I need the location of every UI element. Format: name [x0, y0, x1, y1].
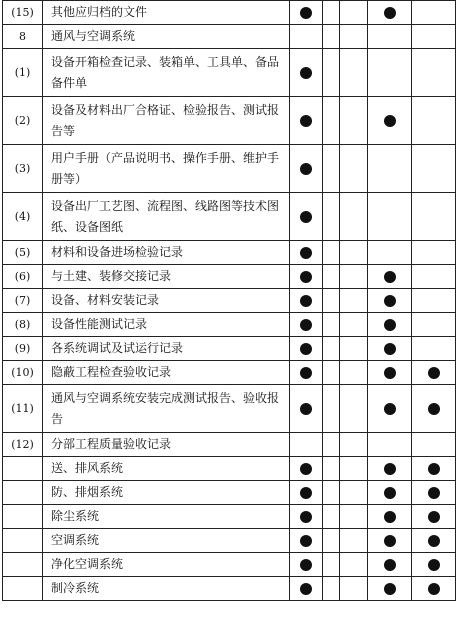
filled-dot-icon	[300, 583, 312, 595]
mark-cell-3	[340, 289, 368, 313]
mark-cell-1	[290, 265, 323, 289]
table-row	[3, 97, 456, 145]
mark-cell-2	[323, 25, 340, 49]
mark-cell-3	[340, 457, 368, 481]
mark-cell-1	[290, 457, 323, 481]
mark-cell-1	[290, 313, 323, 337]
mark-cell-5	[412, 481, 456, 505]
filled-dot-icon	[300, 67, 312, 79]
table-row	[3, 457, 456, 481]
mark-cell-2	[323, 1, 340, 25]
filled-dot-icon	[428, 367, 440, 379]
mark-cell-3	[340, 577, 368, 601]
mark-cell-5	[412, 529, 456, 553]
mark-cell-5	[412, 25, 456, 49]
table-row	[3, 313, 456, 337]
filled-dot-icon	[384, 295, 396, 307]
table-row	[3, 577, 456, 601]
mark-cell-4	[368, 457, 412, 481]
mark-cell-1	[290, 361, 323, 385]
filled-dot-icon	[428, 511, 440, 523]
mark-cell-5	[412, 385, 456, 433]
mark-cell-4	[368, 289, 412, 313]
mark-cell-1	[290, 481, 323, 505]
table-row	[3, 289, 456, 313]
filled-dot-icon	[300, 319, 312, 331]
filled-dot-icon	[384, 343, 396, 355]
filled-dot-icon	[300, 7, 312, 19]
table-row	[3, 25, 456, 49]
row-number	[3, 553, 43, 577]
mark-cell-5	[412, 289, 456, 313]
archive-table	[2, 0, 456, 601]
row-description: 制冷系统	[43, 577, 290, 601]
row-number	[3, 457, 43, 481]
mark-cell-5	[412, 577, 456, 601]
mark-cell-5	[412, 241, 456, 265]
filled-dot-icon	[300, 295, 312, 307]
mark-cell-2	[323, 97, 340, 145]
filled-dot-icon	[384, 511, 396, 523]
mark-cell-2	[323, 289, 340, 313]
row-description: 各系统调试及试运行记录	[43, 337, 290, 361]
mark-cell-4	[368, 361, 412, 385]
filled-dot-icon	[300, 403, 312, 415]
row-number	[3, 529, 43, 553]
mark-cell-4	[368, 145, 412, 193]
mark-cell-1	[290, 193, 323, 241]
mark-cell-1	[290, 385, 323, 433]
row-description: 设备出厂工艺图、流程图、线路图等技术图纸、设备图纸	[43, 193, 290, 241]
table-row	[3, 385, 456, 433]
mark-cell-4	[368, 433, 412, 457]
row-description: 送、排风系统	[43, 457, 290, 481]
table-row	[3, 145, 456, 193]
mark-cell-4	[368, 553, 412, 577]
row-number	[3, 481, 43, 505]
filled-dot-icon	[300, 511, 312, 523]
filled-dot-icon	[428, 487, 440, 499]
mark-cell-3	[340, 505, 368, 529]
mark-cell-5	[412, 97, 456, 145]
mark-cell-3	[340, 529, 368, 553]
filled-dot-icon	[300, 487, 312, 499]
mark-cell-3	[340, 97, 368, 145]
row-number: (6)	[3, 265, 43, 289]
mark-cell-1	[290, 1, 323, 25]
mark-cell-4	[368, 337, 412, 361]
filled-dot-icon	[300, 535, 312, 547]
filled-dot-icon	[428, 583, 440, 595]
mark-cell-2	[323, 553, 340, 577]
mark-cell-3	[340, 361, 368, 385]
mark-cell-2	[323, 313, 340, 337]
mark-cell-1	[290, 433, 323, 457]
row-description: 设备性能测试记录	[43, 313, 290, 337]
mark-cell-1	[290, 25, 323, 49]
mark-cell-3	[340, 337, 368, 361]
filled-dot-icon	[384, 535, 396, 547]
mark-cell-4	[368, 49, 412, 97]
filled-dot-icon	[384, 319, 396, 331]
row-description: 设备开箱检查记录、装箱单、工具单、备品备件单	[43, 49, 290, 97]
mark-cell-5	[412, 361, 456, 385]
mark-cell-2	[323, 433, 340, 457]
mark-cell-3	[340, 481, 368, 505]
mark-cell-5	[412, 265, 456, 289]
mark-cell-2	[323, 529, 340, 553]
mark-cell-2	[323, 577, 340, 601]
mark-cell-3	[340, 49, 368, 97]
filled-dot-icon	[384, 271, 396, 283]
filled-dot-icon	[384, 403, 396, 415]
table-row	[3, 553, 456, 577]
row-description: 通风与空调系统安装完成测试报告、验收报告	[43, 385, 290, 433]
mark-cell-3	[340, 433, 368, 457]
table-row	[3, 193, 456, 241]
table-row	[3, 1, 456, 25]
mark-cell-2	[323, 193, 340, 241]
table-row	[3, 241, 456, 265]
mark-cell-5	[412, 313, 456, 337]
mark-cell-2	[323, 481, 340, 505]
mark-cell-5	[412, 1, 456, 25]
mark-cell-5	[412, 145, 456, 193]
mark-cell-2	[323, 505, 340, 529]
mark-cell-3	[340, 1, 368, 25]
filled-dot-icon	[428, 535, 440, 547]
row-number: (2)	[3, 97, 43, 145]
mark-cell-3	[340, 265, 368, 289]
row-description: 空调系统	[43, 529, 290, 553]
mark-cell-1	[290, 577, 323, 601]
table-row	[3, 505, 456, 529]
mark-cell-5	[412, 505, 456, 529]
mark-cell-4	[368, 1, 412, 25]
row-number: (1)	[3, 49, 43, 97]
filled-dot-icon	[300, 115, 312, 127]
mark-cell-5	[412, 193, 456, 241]
mark-cell-2	[323, 145, 340, 193]
mark-cell-4	[368, 505, 412, 529]
row-number: (9)	[3, 337, 43, 361]
mark-cell-4	[368, 241, 412, 265]
mark-cell-4	[368, 481, 412, 505]
mark-cell-3	[340, 385, 368, 433]
row-description: 除尘系统	[43, 505, 290, 529]
row-description: 防、排烟系统	[43, 481, 290, 505]
filled-dot-icon	[384, 487, 396, 499]
mark-cell-1	[290, 145, 323, 193]
mark-cell-4	[368, 529, 412, 553]
filled-dot-icon	[384, 367, 396, 379]
mark-cell-4	[368, 193, 412, 241]
row-description: 设备、材料安装记录	[43, 289, 290, 313]
mark-cell-5	[412, 553, 456, 577]
mark-cell-3	[340, 145, 368, 193]
mark-cell-3	[340, 553, 368, 577]
filled-dot-icon	[300, 271, 312, 283]
row-number	[3, 505, 43, 529]
filled-dot-icon	[300, 463, 312, 475]
mark-cell-5	[412, 49, 456, 97]
mark-cell-2	[323, 49, 340, 97]
filled-dot-icon	[428, 559, 440, 571]
mark-cell-1	[290, 505, 323, 529]
mark-cell-1	[290, 553, 323, 577]
mark-cell-2	[323, 337, 340, 361]
filled-dot-icon	[384, 115, 396, 127]
mark-cell-1	[290, 241, 323, 265]
mark-cell-2	[323, 241, 340, 265]
mark-cell-3	[340, 241, 368, 265]
row-number: (8)	[3, 313, 43, 337]
row-number: (5)	[3, 241, 43, 265]
filled-dot-icon	[384, 463, 396, 475]
table-row	[3, 433, 456, 457]
mark-cell-5	[412, 433, 456, 457]
mark-cell-3	[340, 193, 368, 241]
filled-dot-icon	[300, 559, 312, 571]
mark-cell-2	[323, 457, 340, 481]
mark-cell-2	[323, 385, 340, 433]
row-description: 其他应归档的文件	[43, 1, 290, 25]
row-number: (11)	[3, 385, 43, 433]
table-row	[3, 481, 456, 505]
filled-dot-icon	[384, 583, 396, 595]
mark-cell-3	[340, 313, 368, 337]
mark-cell-1	[290, 289, 323, 313]
mark-cell-4	[368, 97, 412, 145]
table-body	[3, 1, 456, 601]
row-number: 8	[3, 25, 43, 49]
mark-cell-2	[323, 361, 340, 385]
row-number: (15)	[3, 1, 43, 25]
mark-cell-3	[340, 25, 368, 49]
filled-dot-icon	[300, 367, 312, 379]
filled-dot-icon	[428, 463, 440, 475]
filled-dot-icon	[300, 343, 312, 355]
filled-dot-icon	[300, 247, 312, 259]
mark-cell-1	[290, 529, 323, 553]
row-description: 隐蔽工程检查验收记录	[43, 361, 290, 385]
row-description: 通风与空调系统	[43, 25, 290, 49]
table-row	[3, 265, 456, 289]
mark-cell-4	[368, 313, 412, 337]
row-number	[3, 577, 43, 601]
filled-dot-icon	[384, 7, 396, 19]
mark-cell-2	[323, 265, 340, 289]
mark-cell-4	[368, 577, 412, 601]
table-row	[3, 337, 456, 361]
mark-cell-4	[368, 265, 412, 289]
row-description: 材料和设备进场检验记录	[43, 241, 290, 265]
mark-cell-1	[290, 97, 323, 145]
filled-dot-icon	[384, 559, 396, 571]
row-number: (12)	[3, 433, 43, 457]
row-number: (10)	[3, 361, 43, 385]
mark-cell-5	[412, 337, 456, 361]
table-row	[3, 529, 456, 553]
row-description: 用户手册（产品说明书、操作手册、维护手册等）	[43, 145, 290, 193]
row-number: (3)	[3, 145, 43, 193]
filled-dot-icon	[428, 403, 440, 415]
mark-cell-5	[412, 457, 456, 481]
row-number: (7)	[3, 289, 43, 313]
row-number: (4)	[3, 193, 43, 241]
mark-cell-4	[368, 25, 412, 49]
row-description: 净化空调系统	[43, 553, 290, 577]
row-description: 设备及材料出厂合格证、检验报告、测试报告等	[43, 97, 290, 145]
mark-cell-1	[290, 49, 323, 97]
row-description: 与土建、装修交接记录	[43, 265, 290, 289]
filled-dot-icon	[300, 163, 312, 175]
mark-cell-4	[368, 385, 412, 433]
table-row	[3, 361, 456, 385]
table-row	[3, 49, 456, 97]
mark-cell-1	[290, 337, 323, 361]
row-description: 分部工程质量验收记录	[43, 433, 290, 457]
filled-dot-icon	[300, 211, 312, 223]
